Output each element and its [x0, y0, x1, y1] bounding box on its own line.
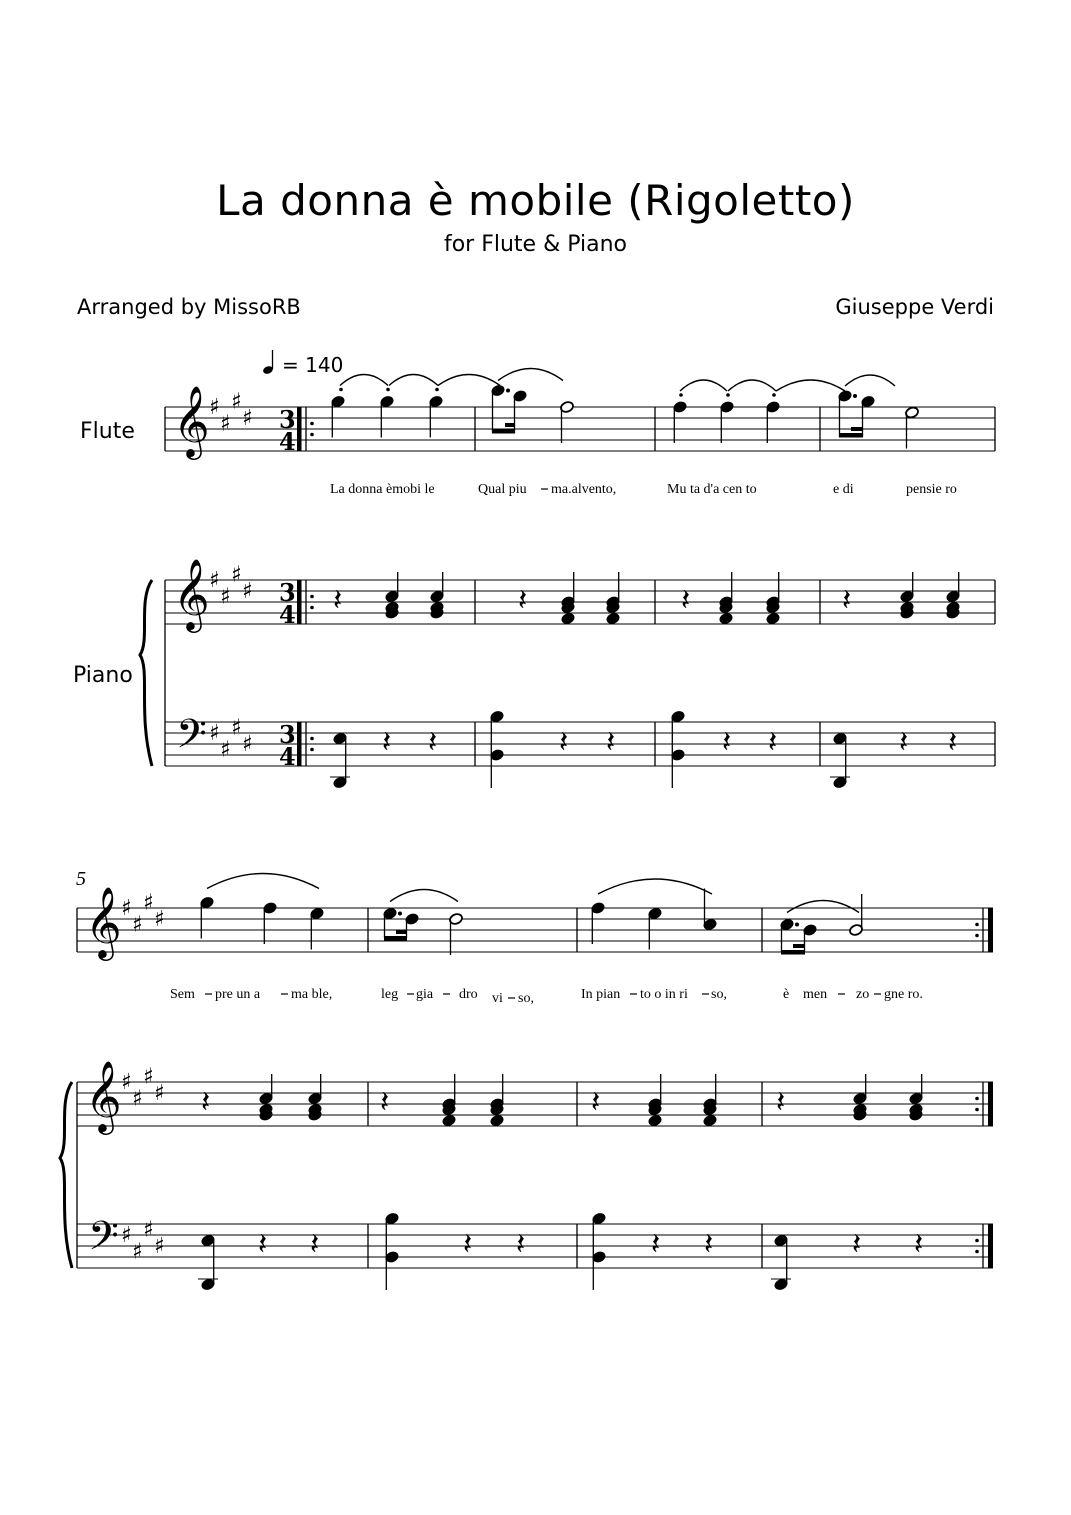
staccato-dot [975, 1108, 979, 1112]
slur [207, 874, 319, 889]
quarter-rest-icon: 𝄽 [518, 583, 528, 618]
staccato-dot [975, 1250, 979, 1254]
notehead [719, 612, 734, 625]
notehead [442, 1114, 457, 1127]
staccato-dot [310, 595, 314, 599]
lyric-syllable: è [783, 987, 790, 1002]
slur [438, 375, 500, 386]
quarter-rest-icon: 𝄽 [899, 725, 909, 760]
lyric-syllable: pensie ro [906, 482, 957, 497]
composer-credit: Giuseppe Verdi [835, 295, 994, 319]
staccato-dot [435, 388, 439, 392]
sharp-icon: ♯ [220, 411, 231, 437]
quarter-rest-icon: 𝄽 [463, 1227, 473, 1262]
bass-clef-icon: 𝄢 [176, 711, 207, 767]
notehead [648, 1114, 663, 1127]
treble-clef-icon: 𝄞 [85, 885, 122, 958]
staccato-dot [310, 606, 314, 610]
time-signature: 3 [279, 720, 296, 749]
quarter-rest-icon: 𝄽 [914, 1227, 924, 1262]
lyric-syllable: men [803, 987, 828, 1002]
flute-label: Flute [80, 419, 135, 444]
sharp-icon: ♯ [242, 406, 253, 431]
beam [492, 429, 515, 434]
quarter-rest-icon: 𝄽 [559, 725, 569, 760]
lyric-syllable: La donna èmobi le [330, 482, 435, 497]
lyric-syllable: Mu ta d'a cen to [667, 482, 757, 497]
beam [505, 423, 515, 427]
staccato-dot [310, 737, 314, 741]
sharp-icon: ♯ [132, 1086, 143, 1112]
quarter-rest-icon: 𝄽 [591, 1085, 601, 1120]
time-signature: 4 [279, 742, 296, 771]
lyric-syllable: Qual piu [478, 482, 527, 497]
staccato-dot [679, 393, 683, 397]
slur [389, 375, 438, 386]
lyric-syllable: vi [492, 991, 503, 1006]
lyric-syllable: In pian [581, 987, 621, 1002]
lyric-syllable: gia [416, 987, 434, 1002]
quarter-rest-icon: 𝄽 [948, 725, 958, 760]
sharp-icon: ♯ [143, 1217, 154, 1243]
notehead [561, 612, 576, 625]
slur [776, 380, 845, 391]
treble-clef-icon: 𝄞 [173, 384, 210, 457]
lyric-syllable: ma ble, [291, 987, 333, 1002]
dot [506, 389, 510, 393]
quarter-rest-icon: 𝄽 [722, 725, 732, 760]
treble-clef-icon: 𝄞 [173, 557, 210, 630]
lyric-syllable: to o in ri [640, 987, 688, 1002]
notation [85, 369, 979, 1292]
dot [398, 912, 402, 916]
lyric-syllable: dro [459, 987, 478, 1002]
sharp-icon: ♯ [242, 579, 253, 604]
quarter-rest-icon: 𝄽 [516, 1227, 526, 1262]
repeat-barline [297, 407, 302, 451]
sharp-icon: ♯ [143, 890, 154, 916]
sharp-icon: ♯ [220, 584, 231, 610]
sharp-icon: ♯ [209, 721, 220, 746]
slur [498, 369, 563, 381]
staccato-dot [310, 748, 314, 752]
staccato-dot [310, 433, 314, 437]
notehead [703, 1114, 718, 1127]
slur [680, 380, 727, 391]
repeat-barline [988, 908, 993, 952]
sharp-icon: ♯ [231, 562, 242, 588]
time-signature: 3 [279, 405, 296, 434]
bass-clef-icon: 𝄢 [88, 1213, 119, 1269]
lyric-syllable: gne ro. [884, 987, 923, 1002]
time-signature: 3 [279, 578, 296, 607]
sharp-icon: ♯ [220, 737, 231, 763]
score-title: La donna è mobile (Rigoletto) [216, 176, 855, 225]
beam [396, 930, 407, 934]
slur [728, 380, 776, 391]
score-subtitle: for Flute & Piano [443, 232, 628, 257]
repeat-barline [297, 722, 302, 766]
lyric-syllable: leg [381, 987, 399, 1002]
notehead [766, 612, 781, 625]
quarter-rest-icon: 𝄽 [768, 725, 778, 760]
sharp-icon: ♯ [132, 1239, 143, 1265]
quarter-rest-icon: 𝄽 [258, 1227, 268, 1262]
quarter-rest-icon: 𝄽 [201, 1085, 211, 1120]
slur [390, 890, 458, 902]
quarter-rest-icon: 𝄽 [651, 1227, 661, 1262]
staccato-dot [975, 1239, 979, 1243]
staccato-dot [772, 393, 776, 397]
sharp-icon: ♯ [231, 389, 242, 415]
lyric-syllable: so, [518, 991, 534, 1006]
slur [598, 879, 712, 894]
staccato-dot [339, 388, 343, 392]
staccato-dot [386, 388, 390, 392]
lyric-syllable: pre un a [215, 987, 261, 1002]
sharp-icon: ♯ [154, 1234, 165, 1259]
tempo-text: = 140 [282, 353, 344, 377]
staccato-dot [726, 393, 730, 397]
sharp-icon: ♯ [132, 912, 143, 938]
slur [787, 901, 859, 913]
sharp-icon: ♯ [209, 395, 220, 420]
quarter-rest-icon: 𝄽 [310, 1227, 320, 1262]
lyric-syllable: ma.alvento, [551, 482, 617, 497]
lyric-syllable: zo [856, 987, 870, 1002]
dot [853, 394, 857, 398]
brace [140, 580, 152, 766]
tempo-marking [262, 350, 343, 377]
sharp-icon: ♯ [231, 715, 242, 741]
repeat-barline [988, 1224, 993, 1268]
sharp-icon: ♯ [209, 568, 220, 593]
sharp-icon: ♯ [154, 1081, 165, 1106]
staccato-dot [975, 934, 979, 938]
slur [340, 375, 388, 386]
staff-lines [60, 407, 995, 1279]
time-signature: 4 [279, 600, 296, 629]
dot [795, 923, 799, 927]
brace [60, 1082, 72, 1268]
repeat-barline [297, 580, 302, 624]
quarter-rest-icon: 𝄽 [380, 1085, 390, 1120]
sharp-icon: ♯ [121, 1223, 132, 1248]
sharp-icon: ♯ [121, 896, 132, 921]
lyric-syllable: so, [711, 987, 727, 1002]
time-signature: 4 [279, 427, 296, 456]
lyric-syllable: Sem [170, 987, 195, 1002]
quarter-rest-icon: 𝄽 [842, 583, 852, 618]
sharp-icon: ♯ [242, 732, 253, 757]
staccato-dot [975, 1097, 979, 1101]
slur [845, 375, 895, 386]
quarter-rest-icon: 𝄽 [776, 1085, 786, 1120]
staccato-dot [975, 923, 979, 927]
quarter-rest-icon: 𝄽 [382, 725, 392, 760]
piano-label: Piano [73, 663, 133, 688]
measure-number: 5 [76, 868, 86, 890]
notehead [490, 1114, 505, 1127]
quarter-rest-icon: 𝄽 [606, 725, 616, 760]
beam [851, 427, 863, 431]
quarter-rest-icon: 𝄽 [852, 1227, 862, 1262]
treble-clef-icon: 𝄞 [85, 1059, 122, 1132]
quarter-rest-icon: 𝄽 [704, 1227, 714, 1262]
arranger-credit: Arranged by MissoRB [77, 295, 301, 319]
staccato-dot [310, 422, 314, 426]
beam [839, 433, 863, 438]
beam [793, 944, 805, 948]
beam [384, 936, 407, 941]
beam [781, 950, 805, 955]
notehead [606, 612, 621, 625]
sharp-icon: ♯ [154, 907, 165, 932]
lyric-syllable: e di [833, 482, 854, 497]
quarter-rest-icon: 𝄽 [681, 583, 691, 618]
sharp-icon: ♯ [143, 1064, 154, 1090]
quarter-rest-icon: 𝄽 [428, 725, 438, 760]
quarter-rest-icon: 𝄽 [333, 583, 343, 618]
repeat-barline [988, 1082, 993, 1126]
sharp-icon: ♯ [121, 1070, 132, 1095]
